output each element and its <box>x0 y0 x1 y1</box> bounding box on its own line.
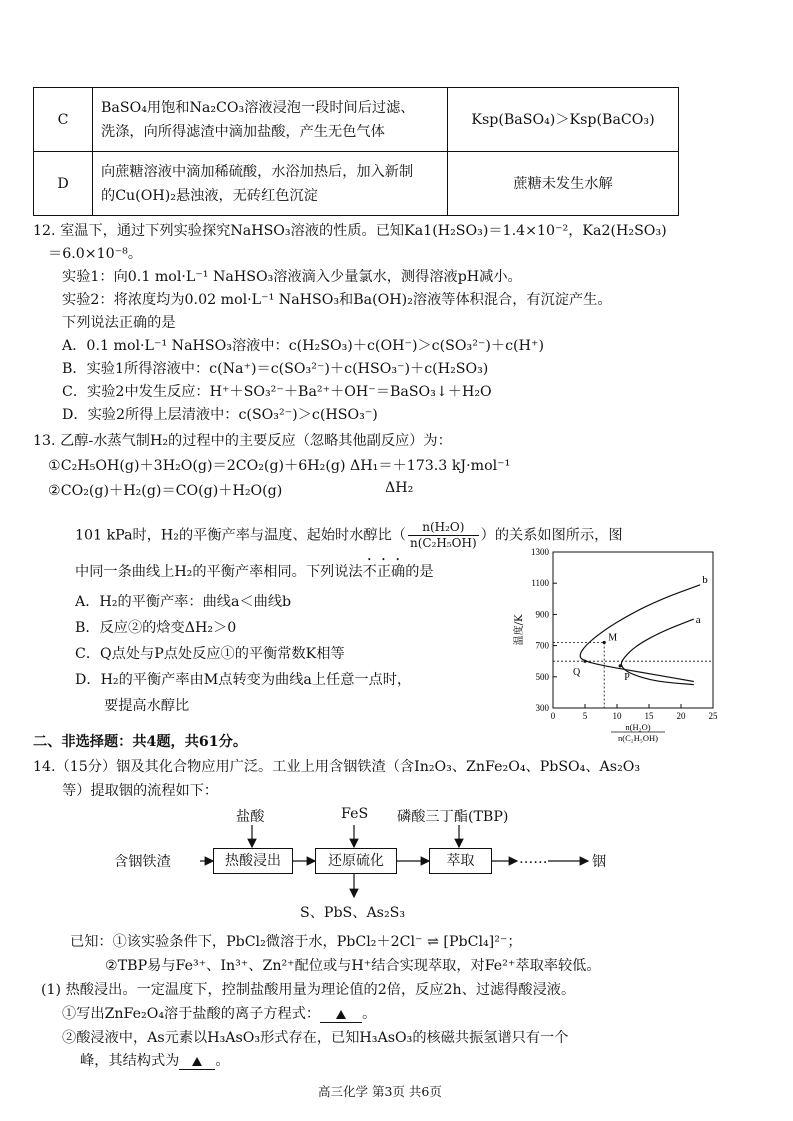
x-tick-label: 20 <box>676 711 686 721</box>
q13-reaction-2: ②CO₂(g)＋H₂(g)＝CO(g)＋H₂O(g) <box>48 483 283 499</box>
point-Q <box>583 660 586 663</box>
q13-option-d: D．H₂的平衡产率由M点转变为曲线a上任意一点时， <box>75 672 412 688</box>
q13-option-c: C．Q点处与P点处反应①的平衡常数K相等 <box>75 646 345 662</box>
point-label: Q <box>573 667 581 679</box>
q14-part1b-cont: 峰，其结构式为 。 <box>80 1053 230 1069</box>
q14-part1: (1) 热酸浸出。一定温度下，控制盐酸用量为理论值的2倍，反应2h、过滤得酸浸液。 <box>41 982 576 998</box>
y-tick-label: 1300 <box>531 547 549 557</box>
method-line: 向蔗糖溶液中滴加稀硫酸，水浴加热后，加入新制 <box>101 163 414 180</box>
point-label: M <box>608 632 618 644</box>
q13-option-d-cont: 要提高水醇比 <box>104 698 190 714</box>
q14-stem-cont: 等）提取铟的流程如下： <box>62 783 219 799</box>
step-acid-leach: 热酸浸出 <box>213 848 293 874</box>
x-tick-label: 10 <box>612 711 622 721</box>
yield-chart <box>508 540 738 750</box>
method-line: BaSO₄用饱和Na₂CO₃溶液浸泡一段时间后过滤、 <box>101 99 415 116</box>
step-reduce-sulfurize: 还原硫化 <box>315 848 397 874</box>
fraction-den: n(C₂H₅OH) <box>410 536 477 550</box>
q12-exp2: 实验2：将浓度均为0.02 mol·L⁻¹ NaHSO₃和Ba(OH)₂溶液等体积混合，有沉淀产生。 <box>62 292 612 308</box>
reagent-fes: FeS <box>341 806 369 822</box>
row-conclusion: 蔗糖未发生水解 <box>448 152 679 216</box>
series-label: a <box>695 614 701 627</box>
q13-line1-a: 101 kPa时，H₂的平衡产率与温度、起始时水醇比（ <box>75 527 406 544</box>
flow-byproducts: S、PbS、As₂S₃ <box>300 905 406 921</box>
q12-option-c: C．实验2中发生反应：H⁺＋SO₃²⁻＋Ba²⁺＋OH⁻＝BaSO₃↓＋H₂O <box>62 384 492 400</box>
q13-reaction-1: ①C₂H₅OH(g)＋3H₂O(g)＝2CO₂(g)＋6H₂(g) ΔH₁＝＋173.3 kJ·mol⁻¹ <box>48 458 511 474</box>
q12-option-a: A．0.1 mol·L⁻¹ NaHSO₃溶液中：c(H₂SO₃)＋c(OH⁻)＞c(SO₃²⁻)＋c(H⁺) <box>62 338 544 354</box>
emphasis-text: 不正确 <box>362 564 406 580</box>
triangle-icon <box>192 1057 202 1066</box>
y-tick-label: 700 <box>535 640 549 651</box>
flow-dots: …… <box>519 851 548 867</box>
q14-part1a: ①写出ZnFe₂O₄溶于盐酸的离子方程式： 。 <box>62 1006 377 1022</box>
q12-option-d: D．实验2所得上层清液中：c(SO₃²⁻)＞c(HSO₃⁻) <box>62 407 378 423</box>
known-2: ②TBP易与Fe³⁺、In³⁺、Zn²⁺配位或与H⁺结合实现萃取，对Fe²⁺萃取率较低。 <box>105 958 601 974</box>
table-row <box>34 88 679 152</box>
page-footer: 高三化学 第3页 共6页 <box>318 1084 442 1099</box>
known-1: 已知：①该实验条件下，PbCl₂微溶于水，PbCl₂＋2Cl⁻ ⇌ [PbCl₄]²⁻； <box>70 934 522 950</box>
x-tick-label: 15 <box>644 711 654 721</box>
series-line-b <box>580 585 700 682</box>
section-heading: 二、非选择题：共4题，共61分。 <box>33 734 248 750</box>
q13-reaction-2-dh: ΔH₂ <box>385 480 414 496</box>
q13-option-a: A．H₂的平衡产率：曲线a＜曲线b <box>75 594 292 610</box>
row-key: C <box>34 88 93 152</box>
x-axis-label-num: n(H₂O) <box>625 722 651 732</box>
triangle-icon <box>336 1010 346 1019</box>
x-tick-label: 5 <box>582 711 588 721</box>
q14-part1a-text: ①写出ZnFe₂O₄溶于盐酸的离子方程式： <box>62 1006 321 1022</box>
q14-part1b-text: 峰，其结构式为 <box>80 1053 180 1069</box>
method-line: 的Cu(OH)₂悬浊液，无砖红色沉淀 <box>101 187 318 204</box>
flow-end: 铟 <box>592 854 607 870</box>
table-row <box>34 152 679 216</box>
y-tick-label: 300 <box>535 703 549 713</box>
x-axis-label-den: n(C₂H₅OH) <box>618 733 658 743</box>
row-conclusion: Ksp(BaSO₄)＞Ksp(BaCO₃) <box>448 88 679 152</box>
row-method <box>93 152 448 216</box>
q14-stem: 14.（15分）铟及其化合物应用广泛。工业上用含铟铁渣（含In₂O₃、ZnFe₂O₄、PbSO₄、As₂O₃ <box>33 759 641 775</box>
q13-line2 <box>75 556 434 581</box>
y-tick-label: 900 <box>535 609 549 620</box>
flow-start: 含铟铁渣 <box>114 854 171 870</box>
row-method <box>93 88 448 152</box>
y-axis-label: 温度/K <box>514 614 525 646</box>
answer-blank <box>179 1053 215 1070</box>
point-M <box>603 641 606 644</box>
x-tick-label: 0 <box>550 711 556 721</box>
q13-line1-b: ）的关系如图所示，图 <box>480 527 623 544</box>
fraction-num: n(H₂O) <box>408 520 479 536</box>
q12-exp1: 实验1：向0.1 mol·L⁻¹ NaHSO₃溶液滴入少量氯水，测得溶液pH减小。 <box>62 269 522 285</box>
options-table <box>33 87 679 216</box>
q12-stem: 12. 室温下，通过下列实验探究NaHSO₃溶液的性质。已知Ka1(H₂SO₃)＝1.4×10⁻²，Ka2(H₂SO₃) <box>33 223 667 239</box>
q14-part1b: ②酸浸液中，As元素以H₃AsO₃形式存在，已知H₃AsO₃的核磁共振氢谱只有一个 <box>62 1030 569 1046</box>
q13-line2-a: 中同一条曲线上H₂的平衡产率相同。下列说法 <box>75 564 363 580</box>
series-label: b <box>702 573 708 586</box>
y-tick-label: 500 <box>535 671 549 682</box>
reagent-hcl: 盐酸 <box>236 809 265 825</box>
point-P <box>619 664 622 667</box>
row-key: D <box>34 152 93 216</box>
q13-stem: 13. 乙醇-水蒸气制H₂的过程中的主要反应（忽略其他副反应）为： <box>33 433 452 449</box>
y-tick-label: 1100 <box>531 578 549 589</box>
ratio-fraction <box>408 520 479 551</box>
method-line: 洗涤，向所得滤渣中滴加盐酸，产生无色气体 <box>101 123 385 140</box>
q12-prompt: 下列说法正确的是 <box>62 315 176 331</box>
answer-blank <box>320 1006 362 1023</box>
q13-line2-b: 的是 <box>405 564 434 580</box>
q12-option-b: B．实验1所得溶液中：c(Na⁺)＝c(SO₃²⁻)＋c(HSO₃⁻)＋c(H₂SO₃) <box>62 361 489 377</box>
reagent-tbp: 磷酸三丁酯(TBP) <box>397 809 509 825</box>
point-label: P <box>624 671 630 683</box>
q13-option-b: B．反应②的焓变ΔH₂＞0 <box>75 620 237 636</box>
q12-stem-cont: ＝6.0×10⁻⁸。 <box>48 246 143 262</box>
x-tick-label: 25 <box>708 711 718 721</box>
step-extraction: 萃取 <box>429 848 492 874</box>
